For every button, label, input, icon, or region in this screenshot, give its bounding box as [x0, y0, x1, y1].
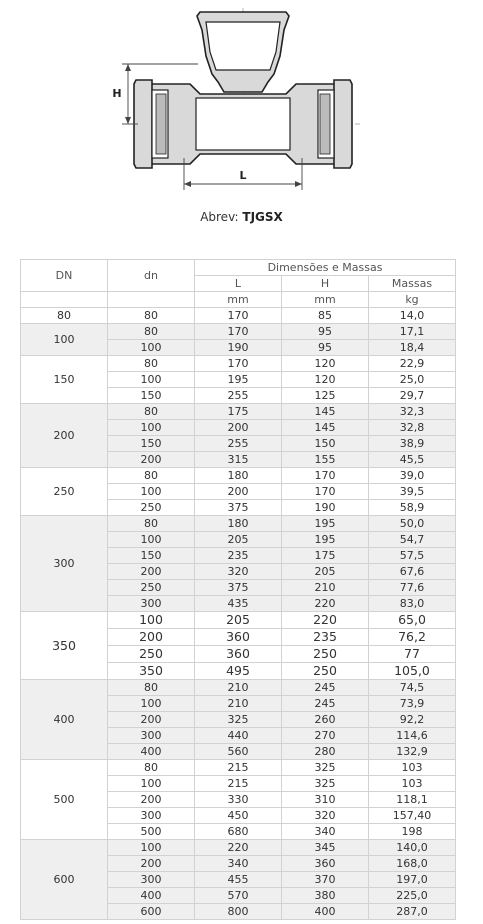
mass-cell: 225,0	[369, 888, 456, 904]
dn-small-cell: 100	[108, 532, 195, 548]
dn-small-cell: 150	[108, 436, 195, 452]
dn-small-cell: 300	[108, 596, 195, 612]
table-row	[21, 516, 456, 532]
l-cell: 195	[195, 372, 282, 388]
mass-cell: 39,0	[369, 468, 456, 484]
h-cell: 210	[282, 580, 369, 596]
dn-small-cell: 200	[108, 856, 195, 872]
h-cell: 190	[282, 500, 369, 516]
header-spacer	[21, 292, 108, 308]
tee-fitting-drawing	[0, 0, 483, 200]
header-dimensions-group: Dimensões e Massas	[195, 260, 456, 276]
h-cell: 170	[282, 484, 369, 500]
dn-small-cell: 150	[108, 548, 195, 564]
mass-cell: 103	[369, 760, 456, 776]
mass-cell: 25,0	[369, 372, 456, 388]
l-cell: 205	[195, 532, 282, 548]
l-cell: 360	[195, 629, 282, 646]
l-cell: 435	[195, 596, 282, 612]
l-cell: 455	[195, 872, 282, 888]
h-cell: 325	[282, 776, 369, 792]
dn-small-cell: 80	[108, 404, 195, 420]
mass-cell: 74,5	[369, 680, 456, 696]
dn-small-cell: 200	[108, 712, 195, 728]
dn-small-cell: 250	[108, 580, 195, 596]
h-cell: 195	[282, 516, 369, 532]
dn-cell: 200	[21, 404, 108, 468]
h-cell: 320	[282, 808, 369, 824]
header-dn-small: dn	[108, 260, 195, 292]
h-dimension-label: H	[112, 87, 122, 100]
dn-small-cell: 100	[108, 612, 195, 629]
dn-cell: 300	[21, 516, 108, 612]
h-cell: 205	[282, 564, 369, 580]
l-cell: 210	[195, 696, 282, 712]
dn-small-cell: 80	[108, 356, 195, 372]
l-cell: 210	[195, 680, 282, 696]
table-row	[21, 404, 456, 420]
dn-cell: 150	[21, 356, 108, 404]
l-cell: 440	[195, 728, 282, 744]
dn-small-cell: 200	[108, 629, 195, 646]
mass-cell: 67,6	[369, 564, 456, 580]
dn-small-cell: 80	[108, 516, 195, 532]
h-cell: 325	[282, 760, 369, 776]
header-l: L	[195, 276, 282, 292]
dn-small-cell: 300	[108, 728, 195, 744]
l-cell: 255	[195, 388, 282, 404]
h-cell: 400	[282, 904, 369, 920]
dn-small-cell: 400	[108, 744, 195, 760]
dimensions-table	[20, 259, 456, 920]
mass-cell: 54,7	[369, 532, 456, 548]
table-row	[21, 612, 456, 629]
mass-cell: 198	[369, 824, 456, 840]
unit-mass: kg	[369, 292, 456, 308]
mass-cell: 18,4	[369, 340, 456, 356]
h-cell: 170	[282, 468, 369, 484]
mass-cell: 114,6	[369, 728, 456, 744]
abbreviation-caption	[0, 210, 483, 224]
mass-cell: 17,1	[369, 324, 456, 340]
h-cell: 220	[282, 612, 369, 629]
mass-cell: 45,5	[369, 452, 456, 468]
dn-cell: 500	[21, 760, 108, 840]
h-cell: 120	[282, 356, 369, 372]
table-row	[21, 760, 456, 776]
mass-cell: 14,0	[369, 308, 456, 324]
mass-cell: 58,9	[369, 500, 456, 516]
mass-cell: 29,7	[369, 388, 456, 404]
dn-cell: 350	[21, 612, 108, 680]
dn-small-cell: 350	[108, 663, 195, 680]
header-mass: Massas	[369, 276, 456, 292]
dn-small-cell: 80	[108, 760, 195, 776]
l-cell: 375	[195, 500, 282, 516]
h-cell: 250	[282, 646, 369, 663]
table-row	[21, 324, 456, 340]
h-cell: 145	[282, 420, 369, 436]
l-cell: 190	[195, 340, 282, 356]
l-cell: 800	[195, 904, 282, 920]
h-cell: 345	[282, 840, 369, 856]
mass-cell: 103	[369, 776, 456, 792]
mass-cell: 22,9	[369, 356, 456, 372]
mass-cell: 32,3	[369, 404, 456, 420]
table-row	[21, 468, 456, 484]
l-cell: 205	[195, 612, 282, 629]
mass-cell: 83,0	[369, 596, 456, 612]
dn-cell: 600	[21, 840, 108, 920]
mass-cell: 197,0	[369, 872, 456, 888]
dn-small-cell: 100	[108, 372, 195, 388]
header-h: H	[282, 276, 369, 292]
dn-cell: 100	[21, 324, 108, 356]
l-cell: 170	[195, 356, 282, 372]
l-cell: 320	[195, 564, 282, 580]
dn-small-cell: 300	[108, 808, 195, 824]
abbreviation-prefix: Abrev:	[200, 210, 239, 224]
dn-small-cell: 100	[108, 696, 195, 712]
mass-cell: 168,0	[369, 856, 456, 872]
l-cell: 680	[195, 824, 282, 840]
l-cell: 200	[195, 420, 282, 436]
h-cell: 270	[282, 728, 369, 744]
l-cell: 180	[195, 468, 282, 484]
table-row	[21, 308, 456, 324]
dn-small-cell: 100	[108, 484, 195, 500]
h-cell: 125	[282, 388, 369, 404]
mass-cell: 118,1	[369, 792, 456, 808]
header-dn: DN	[21, 260, 108, 292]
h-cell: 85	[282, 308, 369, 324]
l-cell: 570	[195, 888, 282, 904]
l-cell: 175	[195, 404, 282, 420]
mass-cell: 92,2	[369, 712, 456, 728]
h-cell: 120	[282, 372, 369, 388]
l-cell: 255	[195, 436, 282, 452]
mass-cell: 76,2	[369, 629, 456, 646]
h-cell: 260	[282, 712, 369, 728]
table-row	[21, 840, 456, 856]
dn-small-cell: 500	[108, 824, 195, 840]
mass-cell: 77	[369, 646, 456, 663]
mass-cell: 65,0	[369, 612, 456, 629]
dn-small-cell: 250	[108, 646, 195, 663]
l-cell: 495	[195, 663, 282, 680]
h-cell: 250	[282, 663, 369, 680]
l-cell: 215	[195, 760, 282, 776]
l-cell: 180	[195, 516, 282, 532]
dn-small-cell: 150	[108, 388, 195, 404]
dn-small-cell: 600	[108, 904, 195, 920]
dn-small-cell: 80	[108, 308, 195, 324]
l-cell: 315	[195, 452, 282, 468]
mass-cell: 39,5	[369, 484, 456, 500]
dn-small-cell: 100	[108, 840, 195, 856]
dn-cell: 250	[21, 468, 108, 516]
h-cell: 380	[282, 888, 369, 904]
h-cell: 235	[282, 629, 369, 646]
h-cell: 245	[282, 696, 369, 712]
mass-cell: 77,6	[369, 580, 456, 596]
table-row	[21, 680, 456, 696]
l-cell: 330	[195, 792, 282, 808]
l-cell: 560	[195, 744, 282, 760]
dn-small-cell: 300	[108, 872, 195, 888]
h-cell: 245	[282, 680, 369, 696]
mass-cell: 105,0	[369, 663, 456, 680]
mass-cell: 32,8	[369, 420, 456, 436]
mass-cell: 140,0	[369, 840, 456, 856]
dn-small-cell: 80	[108, 324, 195, 340]
dn-cell: 80	[21, 308, 108, 324]
h-cell: 155	[282, 452, 369, 468]
l-cell: 325	[195, 712, 282, 728]
dn-small-cell: 200	[108, 792, 195, 808]
l-cell: 220	[195, 840, 282, 856]
l-dimension-label: L	[239, 169, 247, 182]
l-cell: 200	[195, 484, 282, 500]
l-cell: 375	[195, 580, 282, 596]
l-cell: 235	[195, 548, 282, 564]
l-cell: 360	[195, 646, 282, 663]
l-cell: 170	[195, 308, 282, 324]
h-cell: 340	[282, 824, 369, 840]
abbreviation-code: TJGSX	[242, 210, 283, 224]
dn-small-cell: 200	[108, 452, 195, 468]
h-cell: 360	[282, 856, 369, 872]
l-cell: 215	[195, 776, 282, 792]
mass-cell: 73,9	[369, 696, 456, 712]
h-cell: 95	[282, 340, 369, 356]
dn-small-cell: 80	[108, 680, 195, 696]
h-cell: 220	[282, 596, 369, 612]
mass-cell: 38,9	[369, 436, 456, 452]
header-spacer	[108, 292, 195, 308]
mass-cell: 157,40	[369, 808, 456, 824]
mass-cell: 132,9	[369, 744, 456, 760]
l-cell: 340	[195, 856, 282, 872]
dn-small-cell: 250	[108, 500, 195, 516]
h-cell: 95	[282, 324, 369, 340]
h-cell: 280	[282, 744, 369, 760]
h-cell: 195	[282, 532, 369, 548]
h-cell: 175	[282, 548, 369, 564]
dn-cell: 400	[21, 680, 108, 760]
mass-cell: 57,5	[369, 548, 456, 564]
unit-l: mm	[195, 292, 282, 308]
dn-small-cell: 200	[108, 564, 195, 580]
mass-cell: 287,0	[369, 904, 456, 920]
table-body	[21, 308, 456, 920]
unit-h: mm	[282, 292, 369, 308]
dn-small-cell: 100	[108, 420, 195, 436]
l-cell: 450	[195, 808, 282, 824]
dn-small-cell: 100	[108, 776, 195, 792]
h-cell: 310	[282, 792, 369, 808]
dn-small-cell: 80	[108, 468, 195, 484]
dn-small-cell: 100	[108, 340, 195, 356]
h-cell: 370	[282, 872, 369, 888]
l-cell: 170	[195, 324, 282, 340]
h-cell: 145	[282, 404, 369, 420]
table-row	[21, 356, 456, 372]
h-cell: 150	[282, 436, 369, 452]
dn-small-cell: 400	[108, 888, 195, 904]
mass-cell: 50,0	[369, 516, 456, 532]
